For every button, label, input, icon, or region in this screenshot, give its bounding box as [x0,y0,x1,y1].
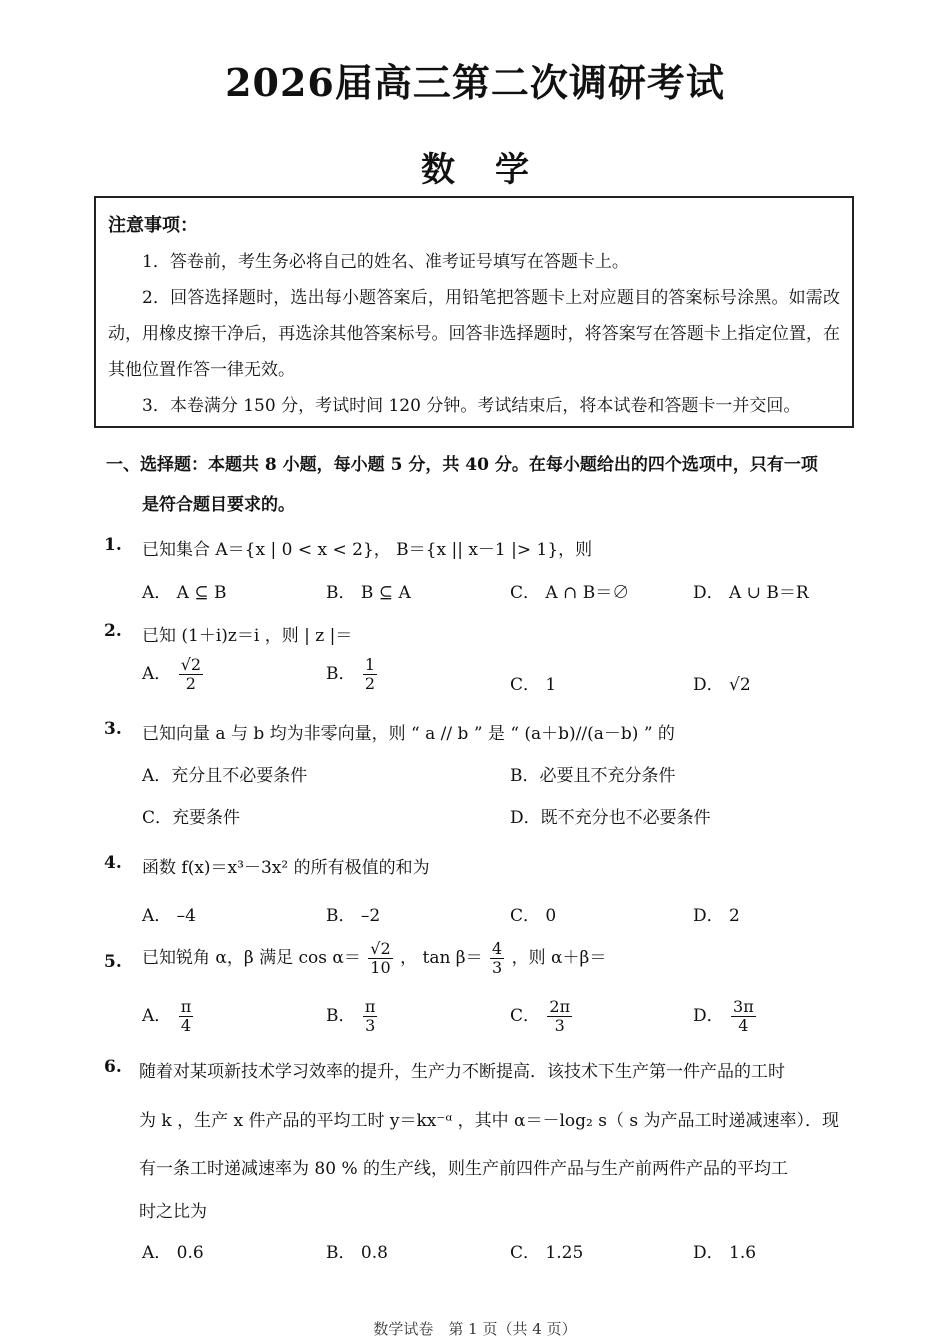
notice-item-1: 1．答卷前，考生务必将自己的姓名、准考证号填写在答题卡上。 [142,252,629,272]
q5-b-denominator: 3 [365,1016,376,1035]
q5-cos-numerator: √2 [370,939,391,958]
q5-stem-part-b: ， tan β＝ [400,948,483,968]
q3-option-a: A．充分且不必要条件 [142,766,308,786]
question-number-5: 5. [104,952,122,972]
q1-option-a: A． A ⊆ B [142,583,227,603]
q2-option-d-value: √2 [729,675,751,695]
q2-option-c: C． 1 [510,675,557,695]
q5-c-fraction [547,998,572,1035]
question-stem-3: 已知向量 a 与 b 均为非零向量，则 “ a // b ” 是 “ (a＋b)//(a－b) ” 的 [142,724,675,744]
q2-a-denominator: 2 [185,674,196,693]
q5-cos-denominator: 10 [370,958,391,977]
q4-option-a: A． –4 [142,906,196,926]
exam-title: 2026届高三第二次调研考试 [225,60,725,105]
question-stem-6-line1: 随着对某项新技术学习效率的提升，生产力不断提高．该技术下生产第一件产品的工时 [139,1062,785,1082]
notice-item-2: 2．回答选择题时，选出每小题答案后，用铅笔把答题卡上对应题目的答案标号涂黑。如需改动，用橡皮擦干净后，再选涂其他答案标号。回答非选择题时，将答案写在答题卡上指定位置，在其他位置作答一律无效。 [108,288,840,380]
section-heading-line1: 一、选择题：本题共 8 小题，每小题 5 分，共 40 分。在每小题给出的四个选项中，只有一项 [106,455,818,475]
q4-option-c: C． 0 [510,906,557,926]
q2-option-d [693,670,751,695]
q2-a-numerator: √2 [180,655,202,674]
q6-option-a: A． 0.6 [142,1243,204,1263]
question-number-1: 1. [104,535,122,555]
q5-option-c [510,998,574,1035]
notice-heading: 注意事项： [108,215,198,236]
q5-a-numerator: π [180,997,192,1016]
q2-option-b-fraction [363,656,377,693]
page-footer: 数学试卷 第 1 页（共 4 页） [373,1320,577,1338]
q5-option-d-label: D． [693,1006,724,1026]
q5-a-denominator: 4 [180,1016,192,1035]
q1-option-d: D． A ∪ B＝R [693,583,809,603]
question-number-2: 2. [104,621,122,641]
notice-item-3: 3．本卷满分 150 分，考试时间 120 分钟。考试结束后，将本试卷和答题卡一并交回。 [142,396,801,416]
q2-b-numerator: 1 [364,655,376,674]
question-number-6: 6. [104,1057,122,1077]
notice-box [94,196,854,428]
q1-option-c: C． A ∩ B＝∅ [510,583,630,603]
q2-option-a-fraction [179,656,203,693]
q5-tan-fraction [490,940,504,977]
subject-title: 数学 [421,150,569,190]
q6-option-d: D． 1.6 [693,1243,757,1263]
q5-option-c-label: C． [510,1006,541,1026]
q2-option-d-label: D． [693,675,724,695]
q2-option-b-label: B． [326,664,356,684]
q5-b-numerator: π [364,997,376,1016]
question-stem-6-line2: 为 k ，生产 x 件产品的平均工时 y＝kx⁻ᵅ ，其中 α＝－log₂ s（ s 为产品工时递减速率）．现 [139,1111,839,1131]
question-stem-5 [142,940,606,977]
question-stem-1: 已知集合 A＝{x | 0 < x < 2}， B＝{x || x－1 |> 1}，则 [142,540,593,560]
q3-option-b: B．必要且不充分条件 [510,766,676,786]
q4-option-d: D． 2 [693,906,740,926]
q5-option-a [142,998,195,1035]
q5-cos-fraction [368,940,392,977]
question-stem-2: 已知 (1＋i)z＝i ，则 | z |＝ [142,626,353,646]
q2-b-denominator: 2 [364,674,376,693]
q2-option-b [326,656,379,693]
q5-option-d [693,998,758,1035]
q1-option-b: B． B ⊆ A [326,583,411,603]
q5-option-b [326,998,379,1035]
q5-stem-part-c: ，则 α＋β＝ [511,948,607,968]
q2-option-a-label: A． [142,664,172,684]
q5-d-fraction [731,998,756,1035]
q5-b-fraction [363,998,378,1035]
q5-c-numerator: 2π [549,997,571,1016]
q3-option-c: C．充要条件 [142,808,241,828]
q6-option-b: B． 0.8 [326,1243,388,1263]
q3-option-d: D．既不充分也不必要条件 [510,808,711,828]
question-stem-4: 函数 f(x)＝x³－3x² 的所有极值的和为 [142,858,430,878]
question-number-4: 4. [104,853,122,873]
q5-c-denominator: 3 [554,1016,565,1035]
q5-stem-part-a: 已知锐角 α，β 满足 cos α＝ [142,948,361,968]
q4-option-b: B． –2 [326,906,381,926]
q5-tan-denominator: 3 [492,958,503,977]
q2-option-a [142,656,205,693]
q5-option-b-label: B． [326,1006,356,1026]
q5-d-numerator: 3π [733,997,754,1016]
q6-option-c: C． 1.25 [510,1243,584,1263]
q5-tan-numerator: 4 [492,939,503,958]
question-stem-6-line3: 有一条工时递减速率为 80 % 的生产线，则生产前四件产品与生产前两件产品的平均工 [139,1159,788,1179]
question-number-3: 3. [104,719,122,739]
q5-d-denominator: 4 [738,1016,749,1035]
section-heading-line2: 是符合题目要求的。 [142,495,295,515]
q5-a-fraction [179,998,194,1035]
question-stem-6-line4: 时之比为 [139,1202,207,1222]
q5-option-a-label: A． [142,1006,172,1026]
